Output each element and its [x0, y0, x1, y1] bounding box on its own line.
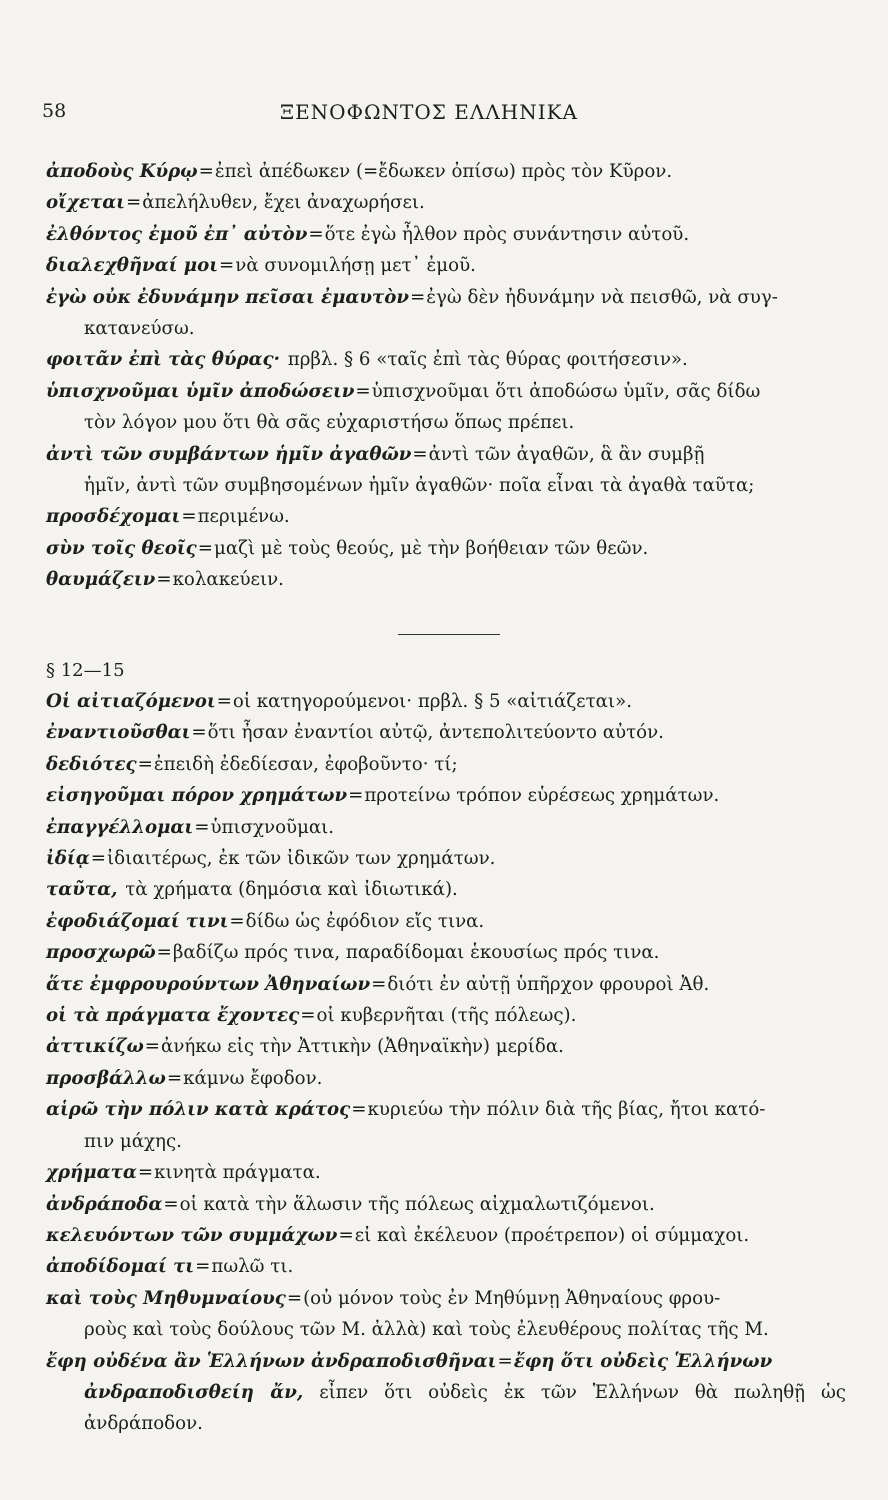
glossary-entry [46, 439, 846, 502]
glossary-entry [46, 344, 846, 375]
page-number: 58 [42, 100, 67, 122]
entry-gloss: εἰ καὶ ἐκέλευον (προέτρεπον) οἱ σύμμαχοι. [354, 1224, 750, 1246]
entry-lemma: Οἱ αἰτιαζόμενοι [46, 691, 216, 712]
entry-gloss: δίδω ὡς ἐφόδιον εἴς τινα. [245, 910, 485, 932]
entry-separator: = [181, 506, 197, 528]
entry-separator: = [166, 1067, 183, 1089]
entry-separator: = [156, 942, 172, 964]
entry-separator: = [137, 1162, 154, 1184]
entry-separator: = [137, 753, 153, 775]
glossary-entry [46, 906, 846, 937]
entry-separator: = [194, 816, 210, 838]
entry-continuation: τὸν λόγον μου ὅτι θὰ σᾶς εὐχαριστήσω ὅπως πρέπει. [84, 412, 575, 434]
entry-gloss: κάμνω ἔφοδον. [183, 1067, 323, 1089]
entry-lemma: εἰσηγοῦμαι πόρον χρημάτων [46, 785, 348, 807]
entry-gloss: διότι ἐν αὐτῇ ὑπῆρχον φρουροὶ Ἀθ. [387, 973, 710, 995]
entry-gloss: ἀνήκω εἰς τὴν Ἀττικὴν (Ἀθηναϊκὴν) μερίδα. [161, 1036, 564, 1058]
entry-lemma: ἀντὶ τῶν συμβάντων ἡμῖν ἀγαθῶν [46, 443, 412, 465]
entry-gloss: ὅτι ἦσαν ἐναντίοι αὐτῷ, ἀντεπολιτεύοντο αὐτόν. [207, 722, 664, 744]
entry-gloss: ὑπισχνοῦμαι. [210, 816, 335, 838]
entry-gloss: ὅτε ἐγὼ ἦλθον πρὸς συνάντησιν αὐτοῦ. [324, 223, 690, 245]
glossary-entry [46, 250, 846, 281]
entry-lemma: ἔφη οὐδένα ἂν Ἑλλήνων ἀνδραποδισθῆναι [46, 1350, 497, 1372]
entry-lemma: ἀττικίζω [46, 1036, 144, 1058]
entry-lemma: ἀποδοὺς Κύρῳ [46, 161, 198, 182]
entry-gloss: περιμένω. [197, 506, 290, 528]
glossary-entry [46, 1251, 846, 1282]
entry-continuation: πιν μάχης. [84, 1130, 182, 1152]
entry-lemma: προσχωρῶ [46, 942, 156, 964]
entry-lemma: ἅτε ἐμφρουρούντων Ἀθηναίων [46, 973, 371, 995]
entry-gloss: κυριεύω τὴν πόλιν διὰ τῆς βίας, ἤτοι κατό- [367, 1099, 766, 1121]
entry-gloss: ἰδιαιτέρως, ἐκ τῶν ἰδικῶν των χρημάτων. [106, 848, 496, 870]
entry-gloss: ἐπειδὴ ἐδεδίεσαν, ἐφοβοῦντο· τί; [153, 753, 458, 775]
entry-gloss: ἀντὶ τῶν ἀγαθῶν, ἃ ἂν συμβῇ [428, 443, 705, 465]
glossary-entry [46, 686, 846, 717]
entry-gloss: ὑπισχνοῦμαι ὅτι ἀποδώσω ὑμῖν, σᾶς δίδω [371, 380, 761, 402]
entry-separator: = [195, 1256, 211, 1278]
section-divider [398, 634, 500, 635]
entry-separator: = [216, 691, 232, 712]
entry-gloss: βαδίζω πρός τινα, παραδίδομαι ἑκουσίως πρός τινα. [172, 942, 660, 964]
entry-separator [118, 879, 124, 900]
entry-separator: = [198, 161, 214, 182]
entry-lemma: ἐλθόντος ἐμοῦ ἐπ᾽ αὐτὸν [46, 223, 308, 245]
glossary-entry [46, 812, 846, 843]
entry-gloss: πρβλ. § 6 «ταῖς ἐπὶ τὰς θύρας φοιτήσεσιν». [287, 349, 688, 371]
entry-lemma: προσδέχομαι [46, 506, 181, 528]
glossary-entry [46, 937, 846, 968]
glossary-entry [46, 1094, 846, 1157]
entry-lemma: ὑπισχνοῦμαι ὑμῖν ἀποδώσειν [46, 380, 355, 402]
entry-separator: = [308, 223, 324, 245]
entry-lemma: κελευόντων τῶν συμμάχων [46, 1224, 338, 1246]
glossary-entry [46, 969, 846, 1000]
entry-lemma: χρήματα [46, 1162, 137, 1184]
entry-separator: = [229, 910, 245, 932]
glossary-entry [46, 282, 846, 345]
glossary-entry [46, 156, 846, 187]
entry-separator: = [144, 1036, 161, 1058]
entry-separator: = [156, 569, 172, 591]
entry-gloss: τὰ χρήματα (δημόσια καὶ ἰδιωτικά). [125, 879, 458, 901]
glossary-entry [46, 1346, 846, 1440]
entry-gloss: προτείνω τρόπον εὑρέσεως χρημάτων. [364, 785, 720, 807]
glossary-entry [46, 1189, 846, 1220]
entry-gloss: ἐγὼ δὲν ἠδυνάμην νὰ πεισθῶ, νὰ συγ- [426, 286, 778, 308]
entry-lemma: ἀποδίδομαί τι [46, 1256, 195, 1278]
section-heading: § 12—15 [46, 660, 125, 681]
entry-continuation: ροὺς καὶ τοὺς δούλους τῶν Μ. ἀλλὰ) καὶ τοὺς ἐλευθέρους πολίτας τῆς Μ. [84, 1319, 769, 1341]
glossary-entry [46, 219, 846, 250]
entry-lemma: ταῦτα, [46, 879, 118, 901]
entry-gloss: πωλῶ τι. [211, 1256, 294, 1278]
entry-lemma: οἴχεται [46, 192, 125, 214]
entry-gloss: οἱ κατὰ τὴν ἅλωσιν τῆς πόλεως αἰχμαλωτιζόμενοι. [179, 1193, 655, 1215]
entry-lemma: διαλεχθῆναί μοι [46, 255, 219, 277]
entry-continuation: ἡμῖν, ἀντὶ τῶν συμβησομένων ἡμῖν ἀγαθῶν· ποῖα εἶναι τὰ ἀγαθὰ ταῦτα; [84, 475, 755, 497]
entry-separator: = [412, 443, 428, 465]
entry-separator: = [90, 848, 106, 870]
entry-separator [281, 349, 287, 370]
glossary-entry [46, 1283, 846, 1346]
running-title: ΞΕΝΟΦΩΝΤΟΣ ΕΛΛΗΝΙΚΑ [280, 100, 578, 124]
glossary-entry [46, 717, 846, 748]
glossary-entry [46, 780, 846, 811]
glossary-entry [46, 564, 846, 595]
entry-separator: = [371, 973, 387, 995]
entry-continuation: ἀνδραποδισθείη ἄν, εἶπεν ὅτι οὐδεὶς ἐκ τῶν Ἑλλήνων θὰ πωληθῇ ὡς ἀνδράποδον. [84, 1381, 846, 1435]
entry-gloss: ἐπεὶ ἀπέδωκεν (=ἔδωκεν ὀπίσω) πρὸς τὸν Κῦρον. [214, 161, 673, 182]
glossary-entry [46, 1031, 846, 1062]
glossary-entry [46, 1063, 846, 1094]
page-header [42, 100, 842, 136]
entry-lemma: ἀνδράποδα [46, 1193, 163, 1215]
entry-gloss: νὰ συνομιλήσῃ μετ᾽ ἐμοῦ. [235, 255, 476, 277]
entry-separator: = [125, 192, 142, 214]
entry-separator: = [286, 1287, 303, 1309]
entry-gloss: μαζὶ μὲ τοὺς θεούς, μὲ τὴν βοήθειαν τῶν θεῶν. [214, 537, 649, 559]
entry-lemma: αἱρῶ τὴν πόλιν κατὰ κράτος [46, 1099, 351, 1121]
entry-gloss: οἱ κατηγορούμενοι· πρβλ. § 5 «αἰτιάζεται». [232, 691, 632, 712]
entry-continuation: κατανεύσω. [84, 318, 195, 340]
glossary-entry [46, 187, 846, 218]
entry-lemma: ἐφοδιάζομαί τινι [46, 910, 229, 932]
entry-separator: = [355, 380, 371, 402]
glossary-entry [46, 874, 846, 905]
entry-separator: = [348, 785, 364, 807]
entry-gloss: κινητὰ πράγματα. [154, 1162, 321, 1184]
entry-separator: = [300, 1005, 316, 1027]
glossary-entry [46, 533, 846, 564]
glossary-entry [46, 501, 846, 532]
entry-separator: = [191, 722, 207, 744]
entry-separator: = [497, 1350, 513, 1372]
glossary-entry [46, 376, 846, 439]
entry-lemma: φοιτᾶν ἐπὶ τὰς θύρας· [46, 349, 280, 371]
entry-lemma: ἐναντιοῦσθαι [46, 722, 191, 744]
glossary-entry [46, 1000, 846, 1031]
glossary-entry [46, 1157, 846, 1188]
glossary-entry [46, 1220, 846, 1251]
entry-separator: = [410, 286, 426, 308]
entry-lemma: θαυμάζειν [46, 569, 156, 591]
entry-separator: = [197, 537, 213, 559]
glossary-block-2 [46, 656, 846, 1440]
entry-lemma: σὺν τοῖς θεοῖς [46, 537, 197, 559]
entry-separator: = [338, 1224, 354, 1246]
entry-lemma: ἐπαγγέλλομαι [46, 816, 194, 838]
entry-gloss: κολακεύειν. [172, 569, 284, 591]
entry-separator: = [163, 1193, 179, 1215]
entry-lemma: καὶ τοὺς Μηθυμναίους [46, 1287, 286, 1309]
entry-gloss: ἀπελήλυθεν, ἔχει ἀναχωρήσει. [142, 192, 425, 214]
entry-separator: = [351, 1099, 367, 1121]
glossary-entry [46, 749, 846, 780]
entry-gloss: οἱ κυβερνῆται (τῆς πόλεως). [316, 1005, 577, 1027]
glossary-entry [46, 843, 846, 874]
entry-separator: = [219, 255, 235, 277]
glossary-block-1 [46, 156, 846, 596]
entry-lemma: ἐγὼ οὐκ ἐδυνάμην πεῖσαι ἐμαυτὸν [46, 286, 410, 308]
entry-lemma: δεδιότες [46, 753, 137, 775]
entry-lemma: ἰδίᾳ [46, 848, 90, 870]
entry-gloss: (οὐ μόνον τοὺς ἐν Μηθύμνῃ Ἀθηναίους φρου- [303, 1287, 721, 1309]
entry-lemma: προσβάλλω [46, 1067, 166, 1089]
entry-lemma: οἱ τὰ πράγματα ἔχοντες [46, 1005, 300, 1027]
entry-gloss: ἔφη ὅτι οὐδεὶς Ἑλλήνων [513, 1350, 773, 1372]
